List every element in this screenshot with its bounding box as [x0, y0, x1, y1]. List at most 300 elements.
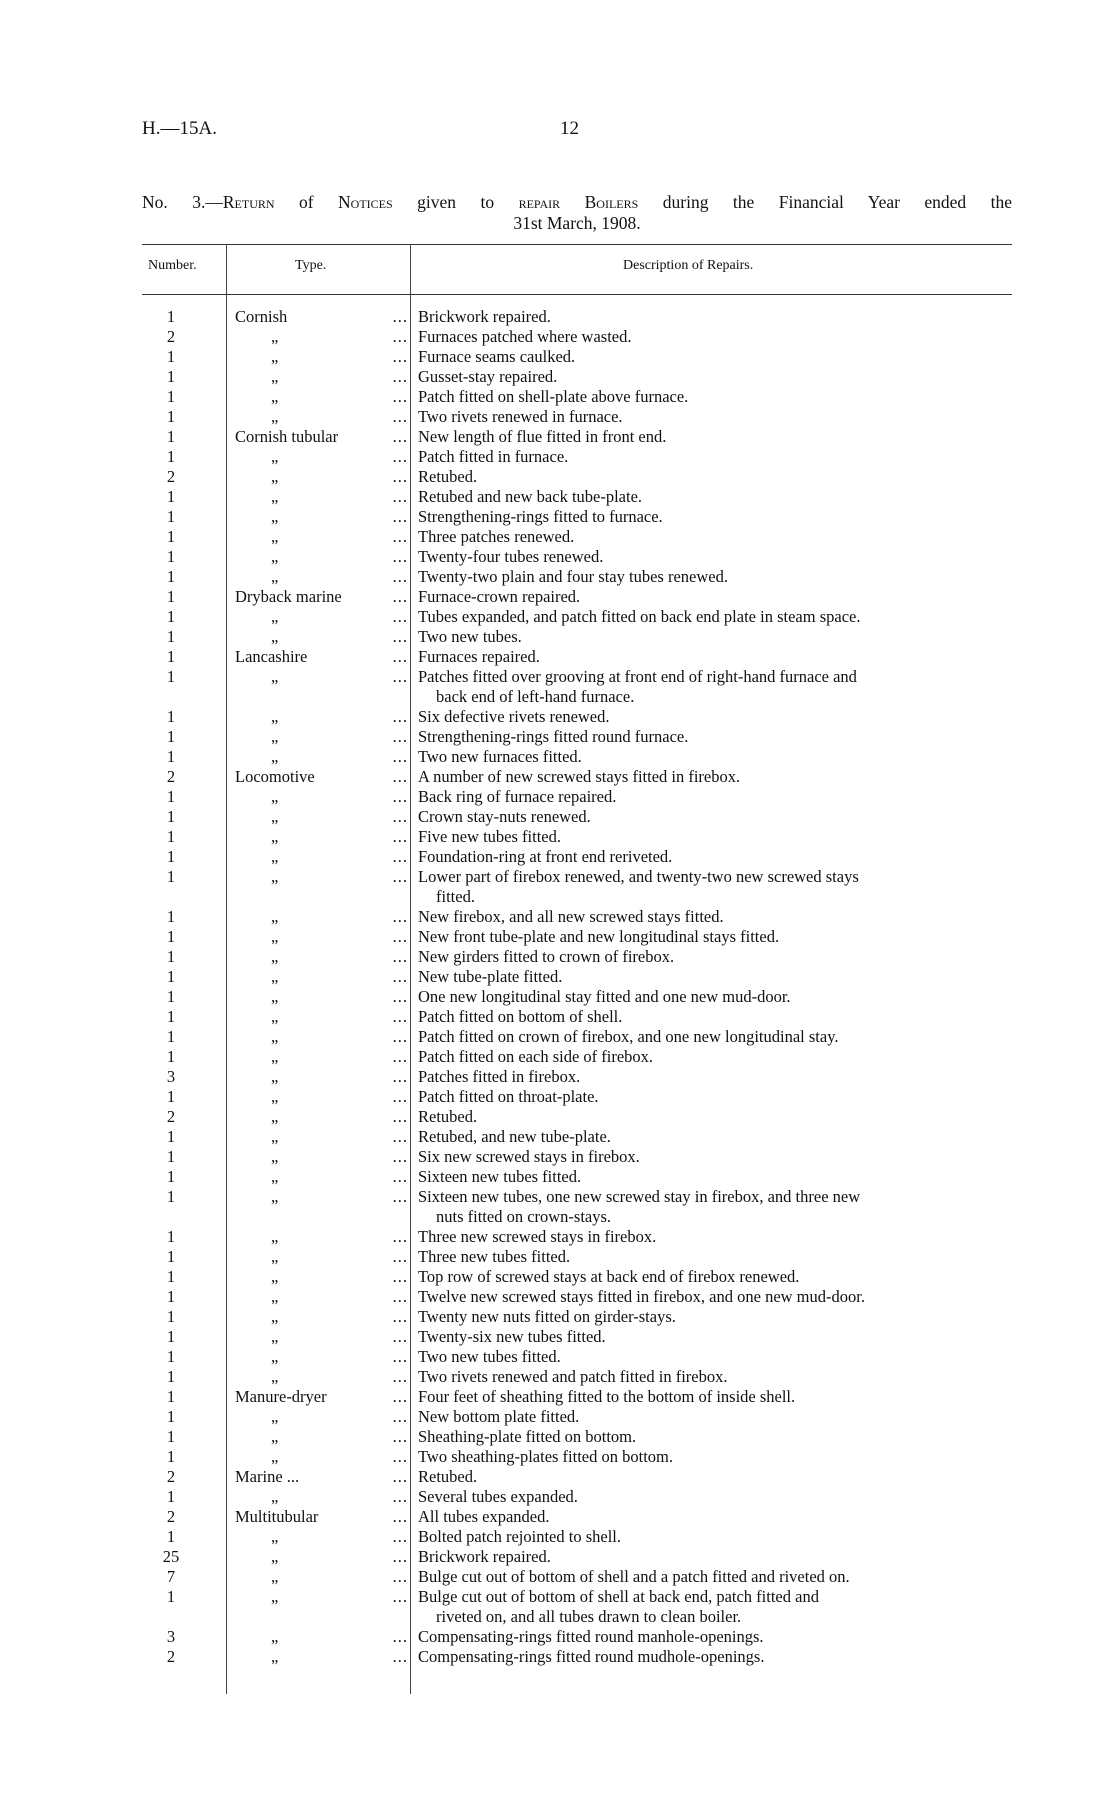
row-description: Sixteen new tubes, one new screwed stay in firebox, and three new nuts fitted on crown-stays. — [418, 1187, 1010, 1227]
row-number: 1 — [166, 1007, 176, 1026]
row-description: Two new tubes. — [418, 627, 522, 646]
row-number: 1 — [166, 827, 176, 846]
row-number: 7 — [166, 1567, 176, 1586]
row-number: 1 — [166, 1387, 176, 1406]
table-row — [0, 667, 1114, 707]
row-description: A number of new screwed stays fitted in firebox. — [418, 767, 741, 786]
row-type — [235, 1587, 397, 1607]
row-type-text: „ — [271, 1027, 279, 1046]
row-type — [235, 1127, 397, 1147]
table-row — [0, 587, 1114, 607]
row-type — [235, 967, 397, 987]
leader-dots: ... — [392, 427, 408, 446]
leader-dots: ... — [392, 1167, 408, 1186]
leader-dots: ... — [392, 1247, 408, 1266]
table-row — [0, 1347, 1114, 1367]
row-type-text: „ — [271, 1307, 279, 1326]
title-line-2: 31st March, 1908. — [513, 213, 641, 233]
row-description: Two sheathing-plates fitted on bottom. — [418, 1447, 674, 1466]
row-number: 1 — [166, 567, 176, 586]
row-type-text: „ — [271, 487, 279, 506]
row-type-text: „ — [271, 1527, 279, 1546]
row-type-text: „ — [271, 787, 279, 806]
row-description: Furnaces repaired. — [418, 647, 540, 666]
leader-dots: ... — [392, 1147, 408, 1166]
table-row — [0, 1487, 1114, 1507]
table-row — [0, 907, 1114, 927]
row-description: Retubed and new back tube-plate. — [418, 487, 643, 506]
table-row — [0, 1447, 1114, 1467]
row-type — [235, 847, 397, 867]
row-type-text: „ — [271, 707, 279, 726]
row-description: Patch fitted on shell-plate above furnace. — [418, 387, 689, 406]
row-type — [235, 507, 397, 527]
row-number: 1 — [166, 607, 176, 626]
row-type-text: Cornish tubular — [235, 427, 339, 446]
row-type-text: Cornish — [235, 307, 288, 326]
table-row — [0, 487, 1114, 507]
row-description: Gusset-stay repaired. — [418, 367, 558, 386]
row-description: Two new furnaces fitted. — [418, 747, 582, 766]
row-number: 1 — [166, 1327, 176, 1346]
row-type — [235, 907, 397, 927]
table-row — [0, 1507, 1114, 1527]
table-row — [0, 1147, 1114, 1167]
row-type-text: „ — [271, 407, 279, 426]
row-description: Patch fitted in furnace. — [418, 447, 569, 466]
leader-dots: ... — [392, 1627, 408, 1646]
leader-dots: ... — [392, 747, 408, 766]
row-type — [235, 1227, 397, 1247]
leader-dots: ... — [392, 487, 408, 506]
row-description: All tubes expanded. — [418, 1507, 550, 1526]
row-description: Bolted patch rejointed to shell. — [418, 1527, 621, 1546]
leader-dots: ... — [392, 1367, 408, 1386]
row-number: 1 — [166, 1407, 176, 1426]
row-description: Two rivets renewed in furnace. — [418, 407, 623, 426]
row-type — [235, 447, 397, 467]
row-type-text: „ — [271, 827, 279, 846]
table-row — [0, 827, 1114, 847]
row-type-text: „ — [271, 927, 279, 946]
row-type-text: „ — [271, 1447, 279, 1466]
row-type-text: Manure-dryer — [235, 1387, 327, 1406]
row-type-text: „ — [271, 1087, 279, 1106]
row-type-text: „ — [271, 947, 279, 966]
row-type-text: „ — [271, 1567, 279, 1586]
row-number: 1 — [166, 1347, 176, 1366]
table-row — [0, 427, 1114, 447]
leader-dots: ... — [392, 387, 408, 406]
row-type-text: „ — [271, 1407, 279, 1426]
row-type — [235, 727, 397, 747]
row-number: 1 — [166, 1187, 176, 1206]
row-type — [235, 1567, 397, 1587]
row-type-text: „ — [271, 747, 279, 766]
row-number: 1 — [166, 947, 176, 966]
row-type-text: „ — [271, 1067, 279, 1086]
row-type-text: „ — [271, 1647, 279, 1666]
leader-dots: ... — [392, 947, 408, 966]
leader-dots: ... — [392, 1647, 408, 1666]
row-type — [235, 1327, 397, 1347]
table-row — [0, 1027, 1114, 1047]
row-type-text: „ — [271, 1627, 279, 1646]
table-row — [0, 607, 1114, 627]
row-type — [235, 1087, 397, 1107]
row-number: 1 — [166, 1447, 176, 1466]
row-type — [235, 547, 397, 567]
row-number: 1 — [166, 667, 176, 686]
row-type-text: „ — [271, 1367, 279, 1386]
row-description: Patch fitted on throat-plate. — [418, 1087, 599, 1106]
row-type-text: Lancashire — [235, 647, 308, 666]
row-number: 1 — [166, 387, 176, 406]
row-type-text: „ — [271, 727, 279, 746]
table-row — [0, 847, 1114, 867]
row-description: Tubes expanded, and patch fitted on back end plate in steam space. — [418, 607, 861, 626]
row-description: Compensating-rings fitted round manhole-openings. — [418, 1627, 764, 1646]
leader-dots: ... — [392, 1447, 408, 1466]
row-type — [235, 347, 397, 367]
row-type-text: „ — [271, 807, 279, 826]
row-description-continued: riveted on, and all tubes drawn to clean boiler. — [436, 1607, 742, 1626]
leader-dots: ... — [392, 827, 408, 846]
row-description: Patches fitted over grooving at front end of right-hand furnace and back end of left-hand furnace. — [418, 667, 1010, 707]
row-number: 1 — [166, 747, 176, 766]
leader-dots: ... — [392, 587, 408, 606]
row-number: 1 — [166, 547, 176, 566]
row-type — [235, 487, 397, 507]
row-type — [235, 707, 397, 727]
leader-dots: ... — [392, 327, 408, 346]
table-row — [0, 1227, 1114, 1247]
row-type — [235, 387, 397, 407]
row-type-text: „ — [271, 507, 279, 526]
row-type — [235, 1467, 397, 1487]
row-description: Sixteen new tubes fitted. — [418, 1167, 582, 1186]
leader-dots: ... — [392, 1587, 408, 1606]
row-type-text: „ — [271, 867, 279, 886]
row-number: 1 — [166, 927, 176, 946]
row-description: Patches fitted in firebox. — [418, 1067, 581, 1086]
row-type — [235, 527, 397, 547]
row-description: Strengthening-rings fitted to furnace. — [418, 507, 663, 526]
row-number: 1 — [166, 1307, 176, 1326]
leader-dots: ... — [392, 367, 408, 386]
row-number: 2 — [166, 1107, 176, 1126]
leader-dots: ... — [392, 807, 408, 826]
row-type — [235, 987, 397, 1007]
row-type-text: „ — [271, 1227, 279, 1246]
row-number: 1 — [166, 1027, 176, 1046]
leader-dots: ... — [392, 507, 408, 526]
row-type — [235, 827, 397, 847]
leader-dots: ... — [392, 1107, 408, 1126]
row-number: 1 — [166, 407, 176, 426]
row-number: 1 — [166, 1047, 176, 1066]
page-header — [142, 118, 1002, 148]
row-type-text: „ — [271, 667, 279, 686]
row-type — [235, 607, 397, 627]
row-type — [235, 867, 397, 887]
row-type-text: „ — [271, 1167, 279, 1186]
row-type-text: „ — [271, 1547, 279, 1566]
table-row — [0, 1287, 1114, 1307]
leader-dots: ... — [392, 767, 408, 786]
leader-dots: ... — [392, 1467, 408, 1486]
leader-dots: ... — [392, 1507, 408, 1526]
row-type — [235, 1547, 397, 1567]
document-reference: H.—15A. — [142, 118, 217, 139]
leader-dots: ... — [392, 627, 408, 646]
table-row — [0, 1547, 1114, 1567]
row-type — [235, 1007, 397, 1027]
row-number: 1 — [166, 1287, 176, 1306]
table-row — [0, 1427, 1114, 1447]
row-type — [235, 407, 397, 427]
row-description: Three patches renewed. — [418, 527, 575, 546]
row-number: 3 — [166, 1627, 176, 1646]
row-description: Lower part of firebox renewed, and twenty-two new screwed stays fitted. — [418, 867, 1010, 907]
row-type — [235, 1387, 397, 1407]
table-row — [0, 447, 1114, 467]
row-description: Strengthening-rings fitted round furnace. — [418, 727, 689, 746]
row-type-text: Dryback marine — [235, 587, 342, 606]
row-number: 1 — [166, 1267, 176, 1286]
table-row — [0, 1327, 1114, 1347]
table-row — [0, 1167, 1114, 1187]
row-type-text: „ — [271, 1487, 279, 1506]
leader-dots: ... — [392, 1387, 408, 1406]
row-description: Top row of screwed stays at back end of firebox renewed. — [418, 1267, 800, 1286]
row-type — [235, 767, 397, 787]
row-type — [235, 1347, 397, 1367]
leader-dots: ... — [392, 727, 408, 746]
row-description-continued: nuts fitted on crown-stays. — [436, 1207, 612, 1226]
table-row — [0, 747, 1114, 767]
leader-dots: ... — [392, 1407, 408, 1426]
table-row — [0, 1087, 1114, 1107]
table-row — [0, 967, 1114, 987]
row-number: 1 — [166, 487, 176, 506]
table-row — [0, 327, 1114, 347]
title-line-1: No. 3.—Return of Notices given to repair Boilers during the Financial Year ended the — [142, 192, 1013, 212]
row-description: Crown stay-nuts renewed. — [418, 807, 591, 826]
row-type-text: „ — [271, 1287, 279, 1306]
row-number: 2 — [166, 767, 176, 786]
row-number: 1 — [166, 447, 176, 466]
table-row — [0, 547, 1114, 567]
row-type — [235, 647, 397, 667]
leader-dots: ... — [392, 347, 408, 366]
row-type — [235, 1367, 397, 1387]
leader-dots: ... — [392, 987, 408, 1006]
row-type — [235, 1487, 397, 1507]
leader-dots: ... — [392, 547, 408, 566]
row-type-text: „ — [271, 627, 279, 646]
row-type — [235, 807, 397, 827]
leader-dots: ... — [392, 1567, 408, 1586]
table-row — [0, 527, 1114, 547]
row-number: 2 — [166, 1647, 176, 1666]
table-row — [0, 807, 1114, 827]
leader-dots: ... — [392, 1347, 408, 1366]
row-description: New front tube-plate and new longitudinal stays fitted. — [418, 927, 780, 946]
row-type-text: „ — [271, 327, 279, 346]
row-type-text: „ — [271, 1147, 279, 1166]
table-row — [0, 947, 1114, 967]
row-type-text: „ — [271, 347, 279, 366]
row-type — [235, 1447, 397, 1467]
row-type-text: „ — [271, 847, 279, 866]
leader-dots: ... — [392, 927, 408, 946]
row-description: Twenty-two plain and four stay tubes renewed. — [418, 567, 728, 586]
row-description: New length of flue fitted in front end. — [418, 427, 667, 446]
table-row — [0, 1107, 1114, 1127]
row-type-text: „ — [271, 1127, 279, 1146]
row-type — [235, 1047, 397, 1067]
table-row — [0, 1567, 1114, 1587]
row-type — [235, 327, 397, 347]
table-row — [0, 1407, 1114, 1427]
leader-dots: ... — [392, 527, 408, 546]
row-type-text: „ — [271, 1347, 279, 1366]
row-type-text: „ — [271, 987, 279, 1006]
row-description: Twenty new nuts fitted on girder-stays. — [418, 1307, 676, 1326]
row-number: 1 — [166, 707, 176, 726]
table-row — [0, 1187, 1114, 1227]
table-row — [0, 467, 1114, 487]
row-type — [235, 787, 397, 807]
row-description: Furnace-crown repaired. — [418, 587, 581, 606]
row-description: Three new screwed stays in firebox. — [418, 1227, 657, 1246]
row-type-text: „ — [271, 1427, 279, 1446]
row-description: Twenty-six new tubes fitted. — [418, 1327, 606, 1346]
row-description: Patch fitted on bottom of shell. — [418, 1007, 623, 1026]
row-number: 25 — [162, 1547, 180, 1566]
table-top-rule — [142, 244, 1012, 245]
table-row — [0, 567, 1114, 587]
leader-dots: ... — [392, 787, 408, 806]
leader-dots: ... — [392, 1187, 408, 1206]
leader-dots: ... — [392, 1527, 408, 1546]
row-number: 1 — [166, 727, 176, 746]
row-description: Compensating-rings fitted round mudhole-openings. — [418, 1647, 765, 1666]
table-row — [0, 1267, 1114, 1287]
row-description: Patch fitted on each side of firebox. — [418, 1047, 654, 1066]
row-type-text: „ — [271, 1007, 279, 1026]
leader-dots: ... — [392, 1307, 408, 1326]
row-type — [235, 1267, 397, 1287]
row-type-text: „ — [271, 547, 279, 566]
table-row — [0, 647, 1114, 667]
table-row — [0, 1067, 1114, 1087]
row-type — [235, 1407, 397, 1427]
row-number: 1 — [166, 1427, 176, 1446]
row-description: Retubed. — [418, 1467, 478, 1486]
table-row — [0, 1467, 1114, 1487]
row-type — [235, 1507, 397, 1527]
row-type-text: Marine ... — [235, 1467, 300, 1486]
row-description-continued: fitted. — [436, 887, 475, 906]
row-type — [235, 1187, 397, 1207]
row-description: Retubed, and new tube-plate. — [418, 1127, 611, 1146]
row-description: Sheathing-plate fitted on bottom. — [418, 1427, 637, 1446]
table-row — [0, 627, 1114, 647]
row-type-text: „ — [271, 607, 279, 626]
row-type-text: „ — [271, 447, 279, 466]
leader-dots: ... — [392, 607, 408, 626]
leader-dots: ... — [392, 1087, 408, 1106]
row-type-text: „ — [271, 1587, 279, 1606]
leader-dots: ... — [392, 1427, 408, 1446]
row-description: Bulge cut out of bottom of shell and a patch fitted and riveted on. — [418, 1567, 850, 1586]
row-description: Five new tubes fitted. — [418, 827, 561, 846]
leader-dots: ... — [392, 1327, 408, 1346]
row-type — [235, 1067, 397, 1087]
leader-dots: ... — [392, 1267, 408, 1286]
table-row — [0, 1647, 1114, 1667]
leader-dots: ... — [392, 1027, 408, 1046]
row-number: 2 — [166, 1507, 176, 1526]
row-type-text: „ — [271, 967, 279, 986]
leader-dots: ... — [392, 667, 408, 686]
row-number: 1 — [166, 867, 176, 886]
row-type — [235, 1307, 397, 1327]
table-row — [0, 1007, 1114, 1027]
row-type-text: „ — [271, 1047, 279, 1066]
row-description: Twenty-four tubes renewed. — [418, 547, 604, 566]
row-number: 1 — [166, 1587, 176, 1606]
row-type — [235, 1247, 397, 1267]
page-number: 12 — [560, 118, 579, 139]
table-row — [0, 1127, 1114, 1147]
row-number: 1 — [166, 527, 176, 546]
leader-dots: ... — [392, 1287, 408, 1306]
table-row — [0, 367, 1114, 387]
row-number: 1 — [166, 427, 176, 446]
table-row — [0, 867, 1114, 907]
leader-dots: ... — [392, 707, 408, 726]
row-description: Back ring of furnace repaired. — [418, 787, 617, 806]
row-type — [235, 567, 397, 587]
row-description: Furnaces patched where wasted. — [418, 327, 632, 346]
row-number: 1 — [166, 967, 176, 986]
table-row — [0, 1047, 1114, 1067]
row-type-text: „ — [271, 1187, 279, 1206]
row-number: 1 — [166, 587, 176, 606]
row-description: Retubed. — [418, 467, 478, 486]
row-description: Two rivets renewed and patch fitted in firebox. — [418, 1367, 728, 1386]
row-type — [235, 927, 397, 947]
row-type — [235, 307, 397, 327]
row-number: 1 — [166, 1487, 176, 1506]
table-row — [0, 707, 1114, 727]
row-description: Retubed. — [418, 1107, 478, 1126]
leader-dots: ... — [392, 307, 408, 326]
row-type — [235, 427, 397, 447]
row-number: 1 — [166, 627, 176, 646]
row-type — [235, 367, 397, 387]
row-description: One new longitudinal stay fitted and one new mud-door. — [418, 987, 791, 1006]
row-type — [235, 947, 397, 967]
table-row — [0, 1367, 1114, 1387]
leader-dots: ... — [392, 447, 408, 466]
leader-dots: ... — [392, 1047, 408, 1066]
table-row — [0, 1627, 1114, 1647]
table-title — [142, 192, 1012, 234]
